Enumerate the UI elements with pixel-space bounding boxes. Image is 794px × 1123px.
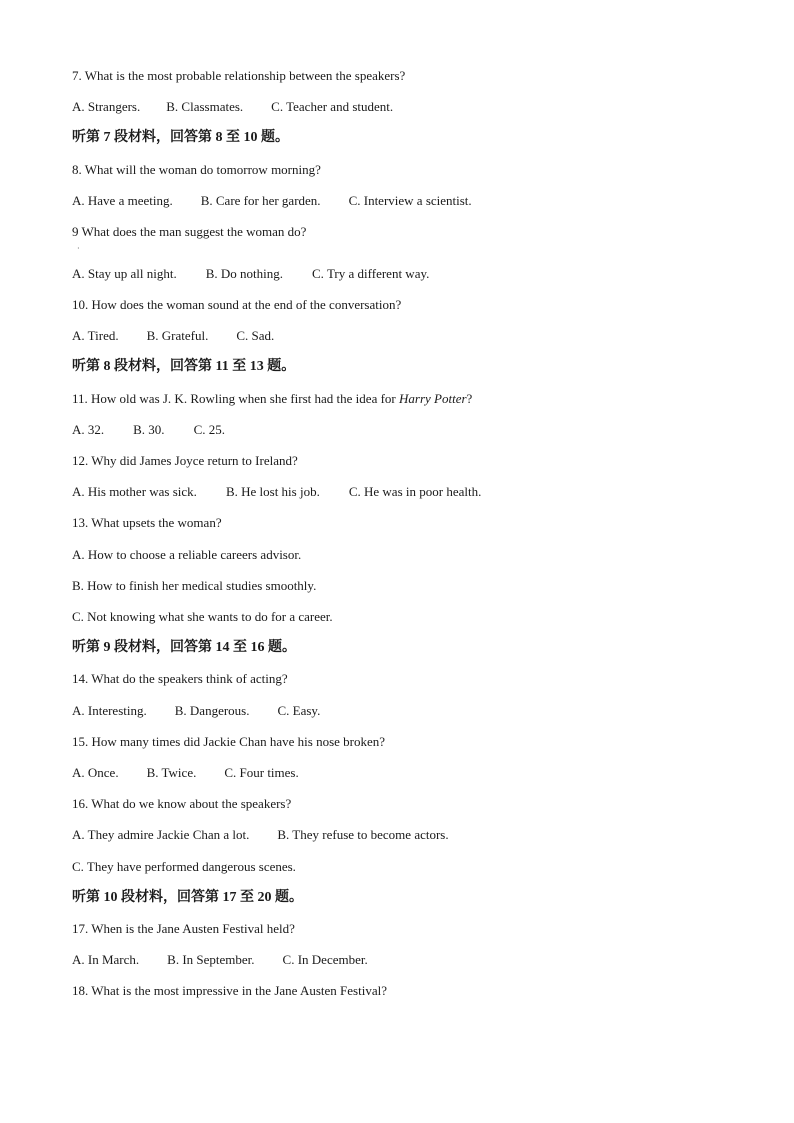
question-17-options bbox=[72, 952, 368, 968]
question-16: 16. What do we know about the speakers? bbox=[72, 796, 292, 811]
question-11 bbox=[72, 391, 472, 407]
option-b: B. In September. bbox=[167, 952, 255, 967]
option-a: A. Have a meeting. bbox=[72, 193, 173, 208]
option-b: B. Classmates. bbox=[166, 99, 244, 114]
question-18: 18. What is the most impressive in the Jane Austen Festival? bbox=[72, 983, 387, 998]
question-7-options bbox=[72, 99, 393, 115]
question-11-text: 11. How old was J. K. Rowling when she first had the idea for bbox=[72, 391, 399, 406]
option-a: A. They admire Jackie Chan a lot. bbox=[72, 827, 250, 842]
stray-dot: · bbox=[77, 244, 80, 253]
option-b: B. Dangerous. bbox=[174, 703, 250, 718]
option-b: B. They refuse to become actors. bbox=[277, 827, 449, 842]
option-c: C. Easy. bbox=[277, 703, 321, 718]
option-c: C. 25. bbox=[193, 422, 225, 437]
question-9: 9 What does the man suggest the woman do? bbox=[72, 224, 307, 239]
question-16-option-c: C. They have performed dangerous scenes. bbox=[72, 859, 296, 874]
question-12-options bbox=[72, 484, 481, 500]
question-13-option-b: B. How to finish her medical studies smoothly. bbox=[72, 578, 317, 593]
section-heading-8: 听第 8 段材料，回答第 11 至 13 题。 bbox=[72, 359, 296, 374]
option-c: C. Four times. bbox=[224, 765, 299, 780]
question-8: 8. What will the woman do tomorrow morning? bbox=[72, 162, 321, 177]
book-title: Harry Potter bbox=[399, 391, 467, 406]
option-b: B. He lost his job. bbox=[225, 484, 320, 499]
question-15: 15. How many times did Jackie Chan have his nose broken? bbox=[72, 734, 386, 749]
question-14: 14. What do the speakers think of acting? bbox=[72, 671, 288, 686]
option-a: A. In March. bbox=[72, 952, 140, 967]
question-13-option-a: A. How to choose a reliable careers advisor. bbox=[72, 547, 302, 562]
question-mark: ? bbox=[466, 391, 473, 406]
option-c: C. Sad. bbox=[236, 328, 275, 343]
option-c: C. Teacher and student. bbox=[271, 99, 394, 114]
option-a: A. 32. bbox=[72, 422, 105, 437]
option-c: C. He was in poor health. bbox=[348, 484, 482, 499]
question-9-options bbox=[72, 266, 429, 282]
option-a: A. Interesting. bbox=[72, 703, 147, 718]
option-a: A. Tired. bbox=[72, 328, 119, 343]
option-b: B. 30. bbox=[133, 422, 165, 437]
section-heading-9: 听第 9 段材料，回答第 14 至 16 题。 bbox=[72, 640, 296, 655]
option-a: A. His mother was sick. bbox=[72, 484, 197, 499]
option-c: C. In December. bbox=[282, 952, 368, 967]
question-16-options bbox=[72, 827, 449, 843]
section-heading-10: 听第 10 段材料，回答第 17 至 20 题。 bbox=[72, 890, 303, 905]
question-13-option-c: C. Not knowing what she wants to do for a career. bbox=[72, 609, 333, 624]
option-a: A. Once. bbox=[72, 765, 119, 780]
question-17: 17. When is the Jane Austen Festival held? bbox=[72, 921, 295, 936]
option-a: A. Strangers. bbox=[72, 99, 141, 114]
question-10-options bbox=[72, 328, 274, 344]
section-heading-7: 听第 7 段材料，回答第 8 至 10 题。 bbox=[72, 130, 289, 145]
question-10: 10. How does the woman sound at the end of the conversation? bbox=[72, 297, 402, 312]
question-12: 12. Why did James Joyce return to Ireland? bbox=[72, 453, 298, 468]
option-c: C. Interview a scientist. bbox=[348, 193, 472, 208]
option-b: B. Twice. bbox=[146, 765, 197, 780]
question-7: 7. What is the most probable relationship between the speakers? bbox=[72, 68, 406, 83]
option-a: A. Stay up all night. bbox=[72, 266, 177, 281]
question-14-options bbox=[72, 703, 320, 719]
option-b: B. Do nothing. bbox=[205, 266, 284, 281]
option-c: C. Try a different way. bbox=[312, 266, 430, 281]
option-b: B. Care for her garden. bbox=[200, 193, 321, 208]
question-8-options bbox=[72, 193, 472, 209]
option-b: B. Grateful. bbox=[146, 328, 209, 343]
question-11-options bbox=[72, 422, 225, 438]
question-15-options bbox=[72, 765, 299, 781]
question-13: 13. What upsets the woman? bbox=[72, 515, 222, 530]
